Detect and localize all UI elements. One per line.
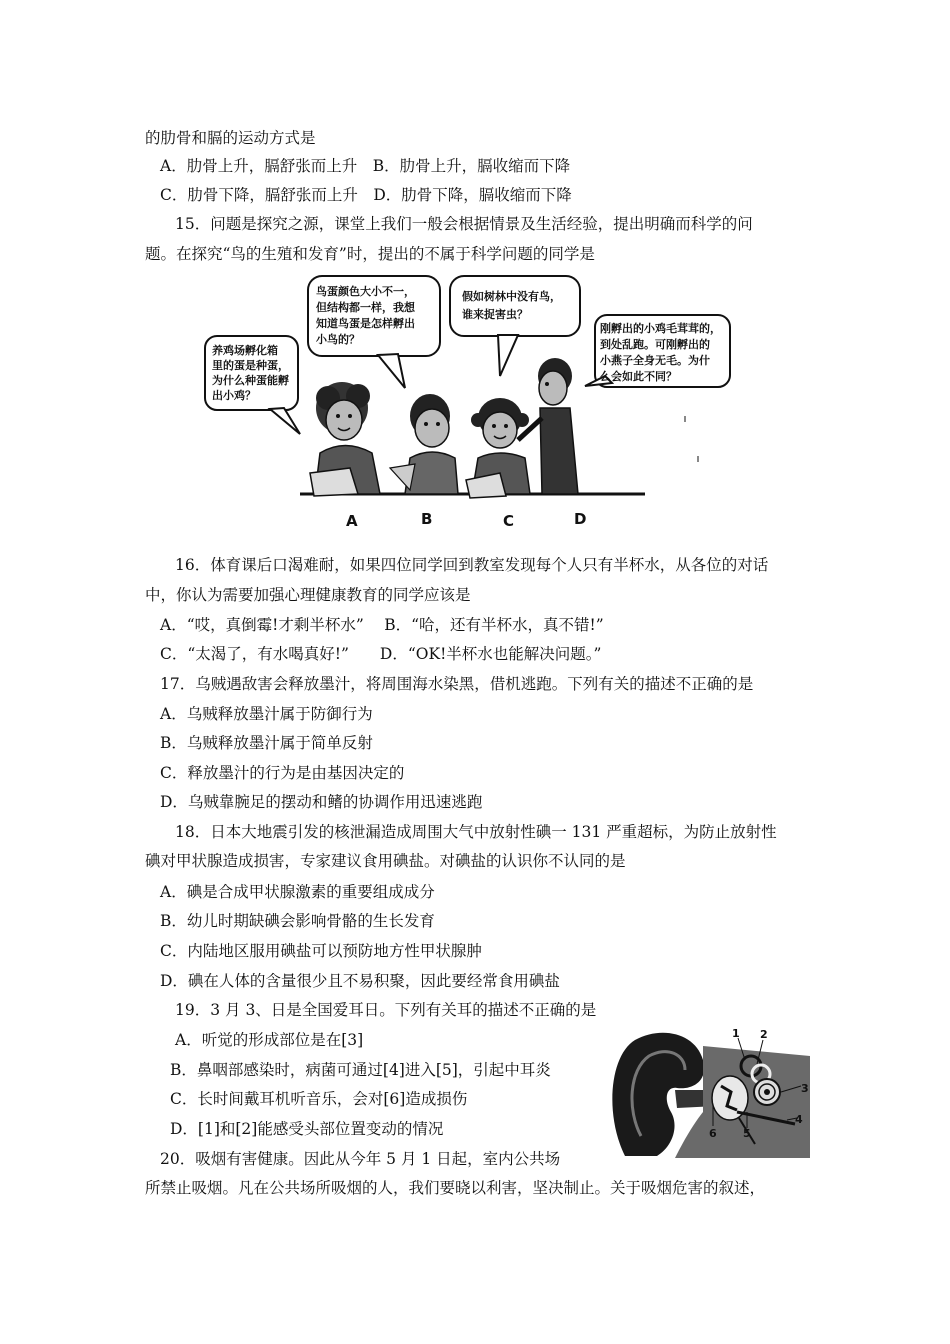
speech-bubble-a bbox=[205, 336, 300, 434]
ear-label-3: 3 bbox=[801, 1082, 809, 1095]
speech-bubble-d bbox=[585, 315, 730, 387]
bubble-a-line2: 里的蛋是种蛋， bbox=[212, 359, 289, 372]
q14-stem: 的肋骨和膈的运动方式是 bbox=[145, 129, 316, 147]
q16-stem-line2: 中，你认为需要加强心理健康教育的同学应该是 bbox=[145, 586, 471, 604]
ear-label-1: 1 bbox=[732, 1027, 740, 1040]
label-b: B bbox=[421, 510, 433, 528]
bubble-a-line4: 出小鸡？ bbox=[212, 389, 256, 402]
q17-stem: 17．乌贼遇敌害会释放墨汁，将周围海水染黑，借机逃跑。下列有关的描述不正确的是 bbox=[160, 675, 754, 693]
q18-option-b: B．幼儿时期缺碘会影响骨骼的生长发育 bbox=[160, 912, 435, 930]
ear-label-2: 2 bbox=[760, 1028, 768, 1041]
bubble-a-line3: 为什么种蛋能孵 bbox=[212, 374, 289, 387]
q17-option-d: D．乌贼靠腕足的摆动和鳍的协调作用迅速逃跑 bbox=[160, 793, 483, 811]
bubble-d-line1: 刚孵出的小鸡毛茸茸的， bbox=[600, 322, 721, 335]
q15-stem-line2: 题。在探究“鸟的生殖和发育”时，提出的不属于科学问题的同学是 bbox=[145, 245, 595, 263]
q19-stem: 19．3 月 3、日是全国爱耳日。下列有关耳的描述不正确的是 bbox=[175, 1001, 597, 1019]
bubble-d-line3: 小燕子全身无毛。为什 bbox=[600, 354, 710, 367]
q18-stem-line1: 18．日本大地震引发的核泄漏造成周围大气中放射性碘一 131 严重超标，为防止放射性 bbox=[175, 823, 777, 841]
q18-option-c: C．内陆地区服用碘盐可以预防地方性甲状腺肿 bbox=[160, 942, 482, 960]
bubble-b-line4: 小鸟的？ bbox=[316, 333, 360, 346]
q18-stem-line2: 碘对甲状腺造成损害，专家建议食用碘盐。对碘盐的认识你不认同的是 bbox=[145, 852, 626, 870]
students-cartoon-figure bbox=[200, 268, 740, 538]
q16-options-cd: C．“太渴了，有水喝真好!” D．“OK!半杯水也能解决问题。” bbox=[160, 645, 602, 663]
bubble-c-line1: 假如树林中没有鸟， bbox=[462, 290, 561, 303]
q14-options-cd: C．肋骨下降，膈舒张而上升 D．肋骨下降，膈收缩而下降 bbox=[160, 186, 572, 204]
q19-option-c: C．长时间戴耳机听音乐，会对[6]造成损伤 bbox=[170, 1090, 468, 1108]
q18-option-d: D．碘在人体的含量很少且不易积聚，因此要经常食用碘盐 bbox=[160, 972, 560, 990]
bubble-d-line4: 么会如此不同？ bbox=[600, 370, 677, 383]
bubble-b-line3: 知道鸟蛋是怎样孵出 bbox=[316, 317, 415, 330]
label-c: C bbox=[503, 512, 515, 530]
label-a: A bbox=[346, 512, 358, 530]
ear-label-6: 6 bbox=[709, 1127, 717, 1140]
q15-stem-line1: 15．问题是探究之源，课堂上我们一般会根据情景及生活经验，提出明确而科学的问 bbox=[175, 215, 753, 233]
q14-options-ab: A．肋骨上升，膈舒张而上升 B．肋骨上升，膈收缩而下降 bbox=[160, 157, 571, 175]
q19-option-d: D．[1]和[2]能感受头部位置变动的情况 bbox=[170, 1120, 444, 1138]
ear-label-5: 5 bbox=[743, 1127, 751, 1140]
q16-options-ab: A．“哎，真倒霉!才剩半杯水” B．“哈，还有半杯水，真不错!” bbox=[160, 616, 604, 634]
q17-option-a: A．乌贼释放墨汁属于防御行为 bbox=[160, 705, 373, 723]
bubble-a-line1: 养鸡场孵化箱 bbox=[212, 344, 278, 357]
bubble-b-line2: 但结构都一样，我想 bbox=[316, 301, 415, 314]
q17-option-b: B．乌贼释放墨汁属于简单反射 bbox=[160, 734, 373, 752]
bubble-c-line2: 谁来捉害虫？ bbox=[462, 308, 528, 321]
q19-option-b: B．鼻咽部感染时，病菌可通过[4]进入[5]，引起中耳炎 bbox=[170, 1061, 551, 1079]
q17-option-c: C．释放墨汁的行为是由基因决定的 bbox=[160, 764, 405, 782]
bubble-d-line2: 到处乱跑。可刚孵出的 bbox=[600, 338, 710, 351]
q19-option-a: A．听觉的形成部位是在[3] bbox=[175, 1031, 364, 1049]
q20-stem-line1: 20．吸烟有害健康。因此从今年 5 月 1 日起，室内公共场 bbox=[160, 1150, 561, 1168]
bubble-b-line1: 鸟蛋颜色大小不一， bbox=[316, 285, 415, 298]
student-a-figure bbox=[310, 382, 380, 496]
speech-bubble-b bbox=[308, 276, 440, 388]
student-c-figure bbox=[466, 398, 530, 498]
q16-stem-line1: 16．体育课后口渴难耐，如果四位同学回到教室发现每个人只有半杯水，从各位的对话 bbox=[175, 556, 769, 574]
q20-stem-line2: 所禁止吸烟。凡在公共场所吸烟的人，我们要晓以利害，坚决制止。关于吸烟危害的叙述， bbox=[145, 1179, 766, 1197]
label-d: D bbox=[574, 510, 587, 528]
student-b-figure bbox=[390, 394, 458, 494]
ear-label-4: 4 bbox=[795, 1113, 803, 1126]
ear-structure-diagram bbox=[605, 1026, 815, 1158]
q18-option-a: A．碘是合成甲状腺激素的重要组成成分 bbox=[160, 883, 435, 901]
